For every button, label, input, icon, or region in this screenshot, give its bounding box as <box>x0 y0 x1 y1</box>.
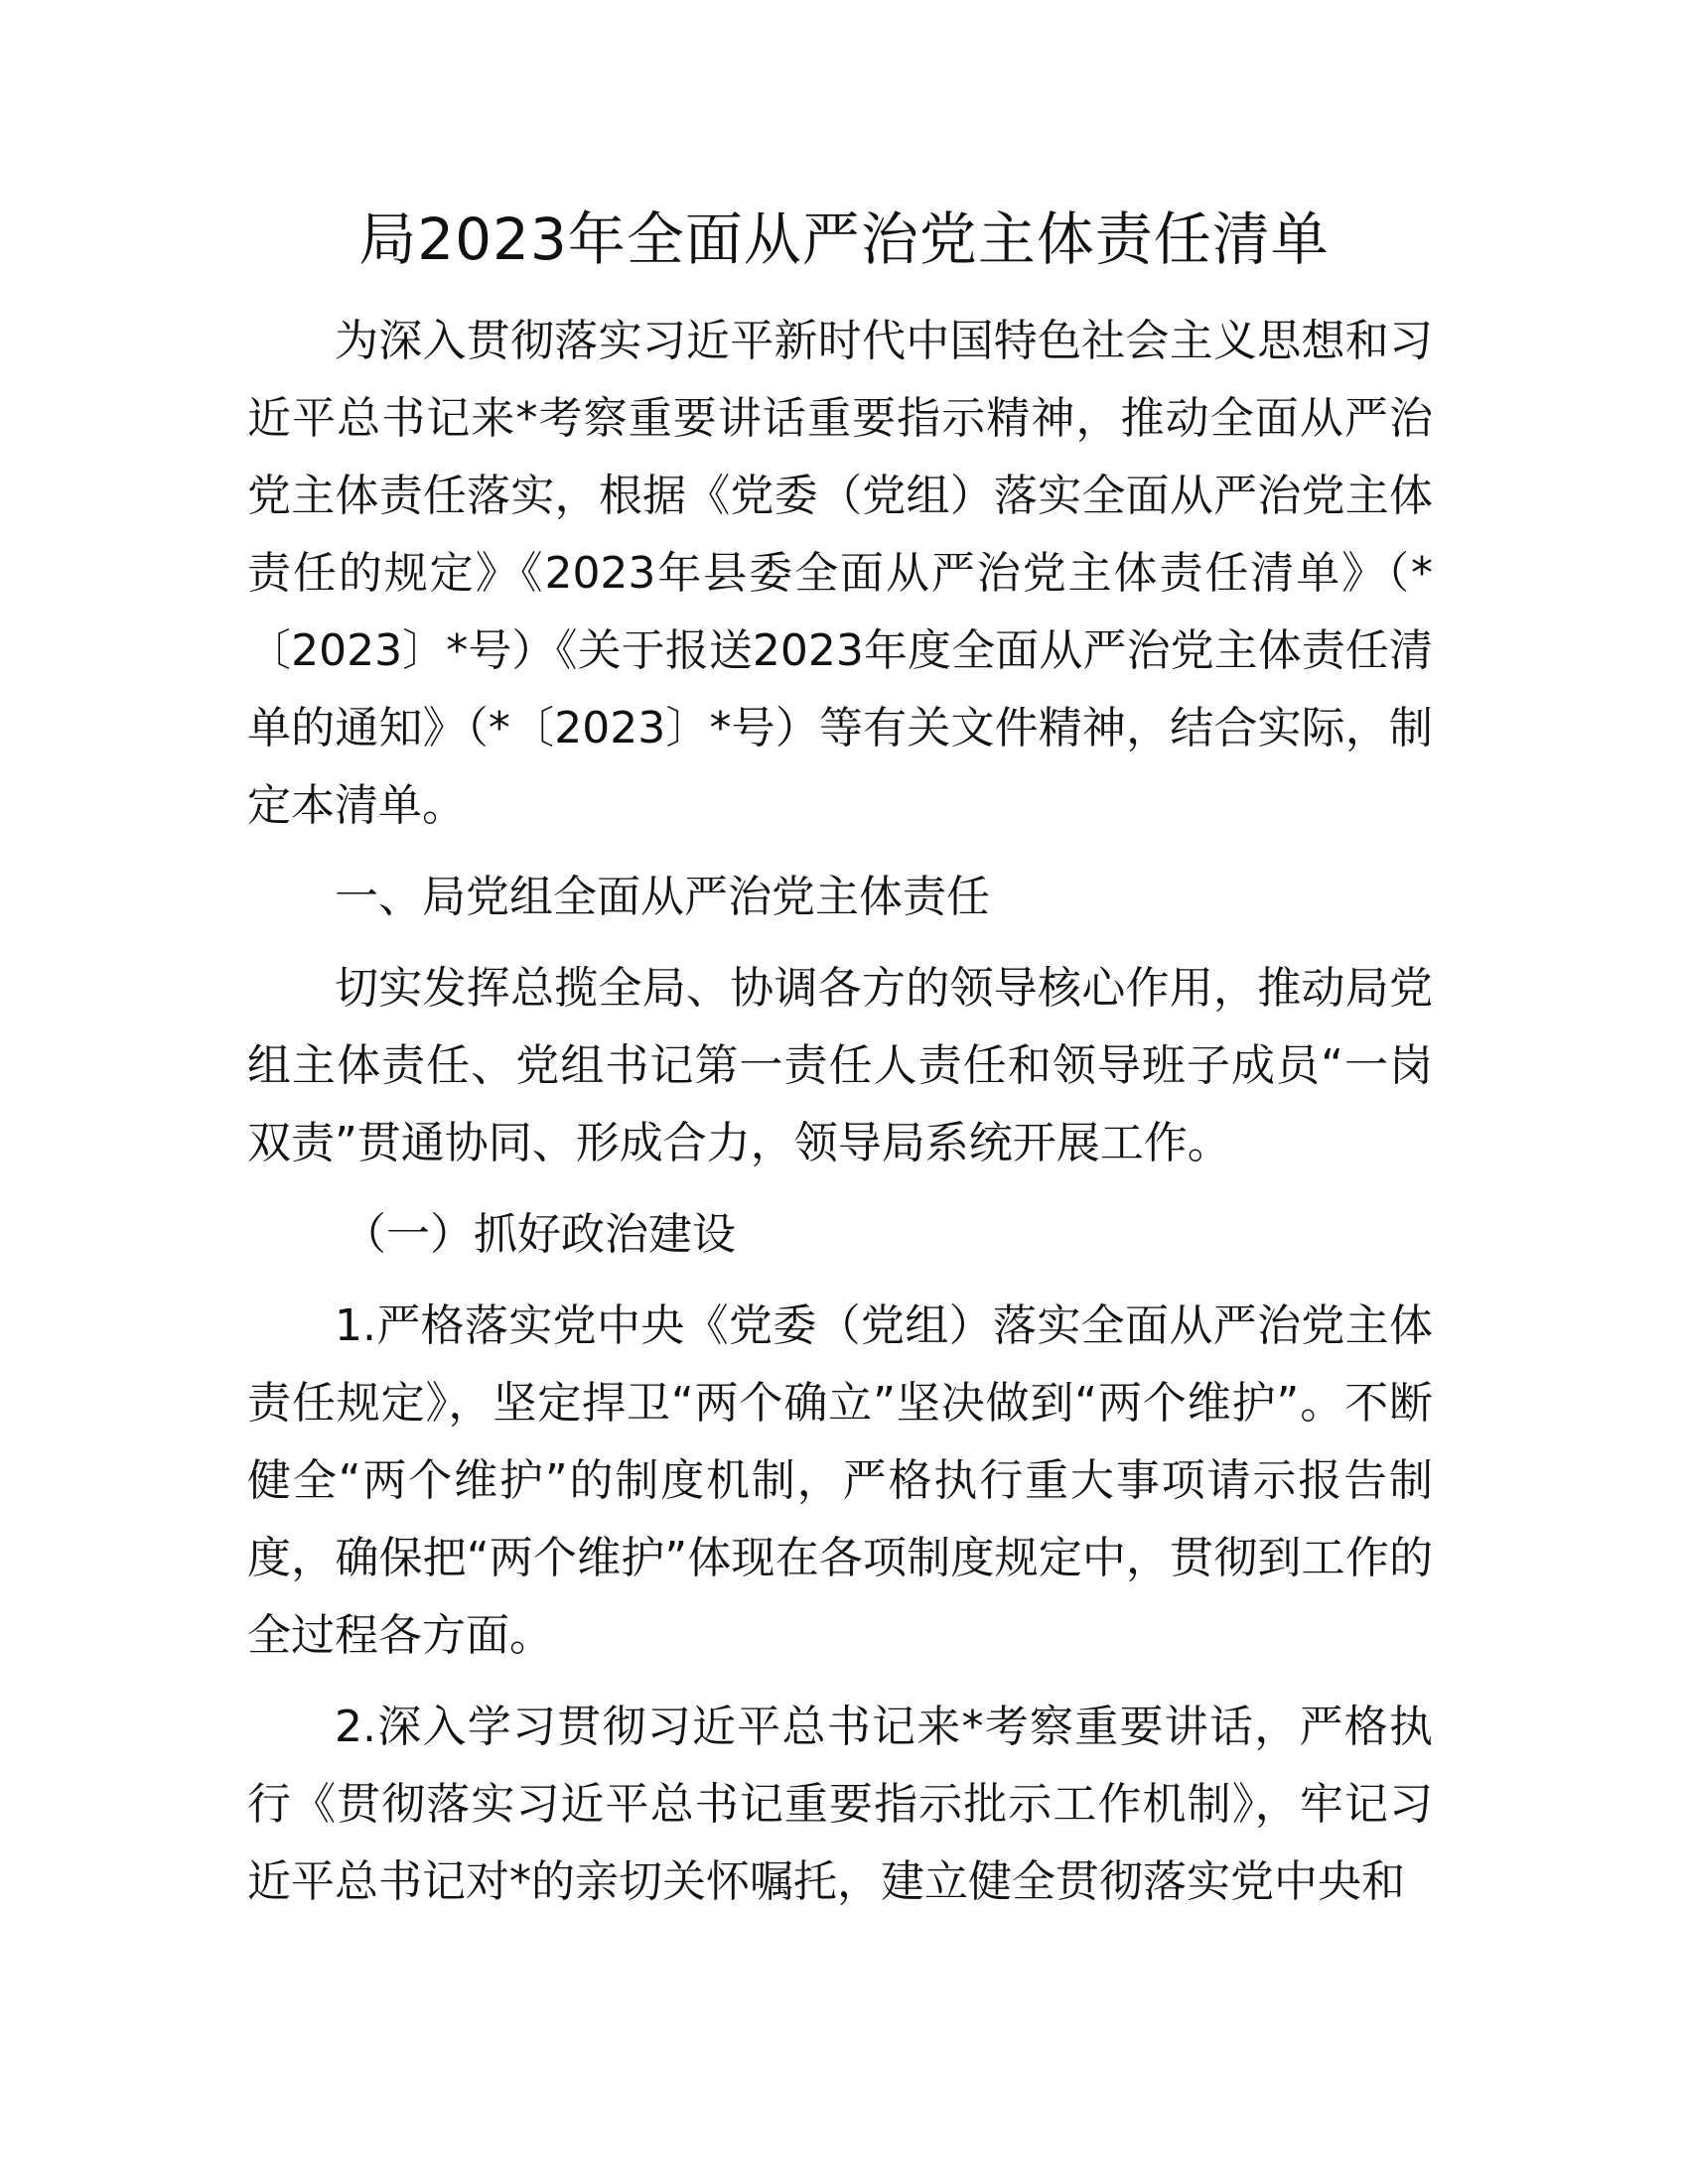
section-paragraph: 切实发挥总揽全局、协调各方的领导核心作用，推动局党组主体责任、党组书记第一责任人责任和领导班子成员“一岗双责”贯通协同、形成合力，领导局系统开展工作。 <box>247 963 1433 1168</box>
numbered-paragraph-2: 2.深入学习贯彻习近平总书记来*考察重要讲话，严格执行《贯彻落实习近平总书记重要指示批示工作机制》，牢记习近平总书记对*的亲切关怀嘱托，建立健全贯彻落实党中央和 <box>247 1702 1433 1907</box>
intro-paragraph: 为深入贯彻落实习近平新时代中国特色社会主义思想和习近平总书记来*考察重要讲话重要指示精神，推动全面从严治党主体责任落实，根据《党委（党组）落实全面从严治党主体责任的规定》《2023年县委全面从严治党主体责任清单》（*〔2023〕*号）《关于报送2023年度全面从严治党主体责任清单的通知》（*〔2023〕*号）等有关文件精神，结合实际，制定本清单。 <box>247 316 1433 831</box>
document-title: 局2023年全面从严治党主体责任清单 <box>358 205 1330 273</box>
section-heading: 一、局党组全面从严治党主体责任 <box>335 872 990 922</box>
document-body <box>247 303 1433 1921</box>
subsection-heading: （一）抓好政治建设 <box>343 1209 736 1260</box>
numbered-paragraph-1: 1.严格落实党中央《党委（党组）落实全面从严治党主体责任规定》，坚定捍卫“两个确立”坚决做到“两个维护”。不断健全“两个维护”的制度机制，严格执行重大事项请示报告制度，确保把“两个维护”体现在各项制度规定中，贯彻到工作的全过程各方面。 <box>247 1300 1433 1661</box>
